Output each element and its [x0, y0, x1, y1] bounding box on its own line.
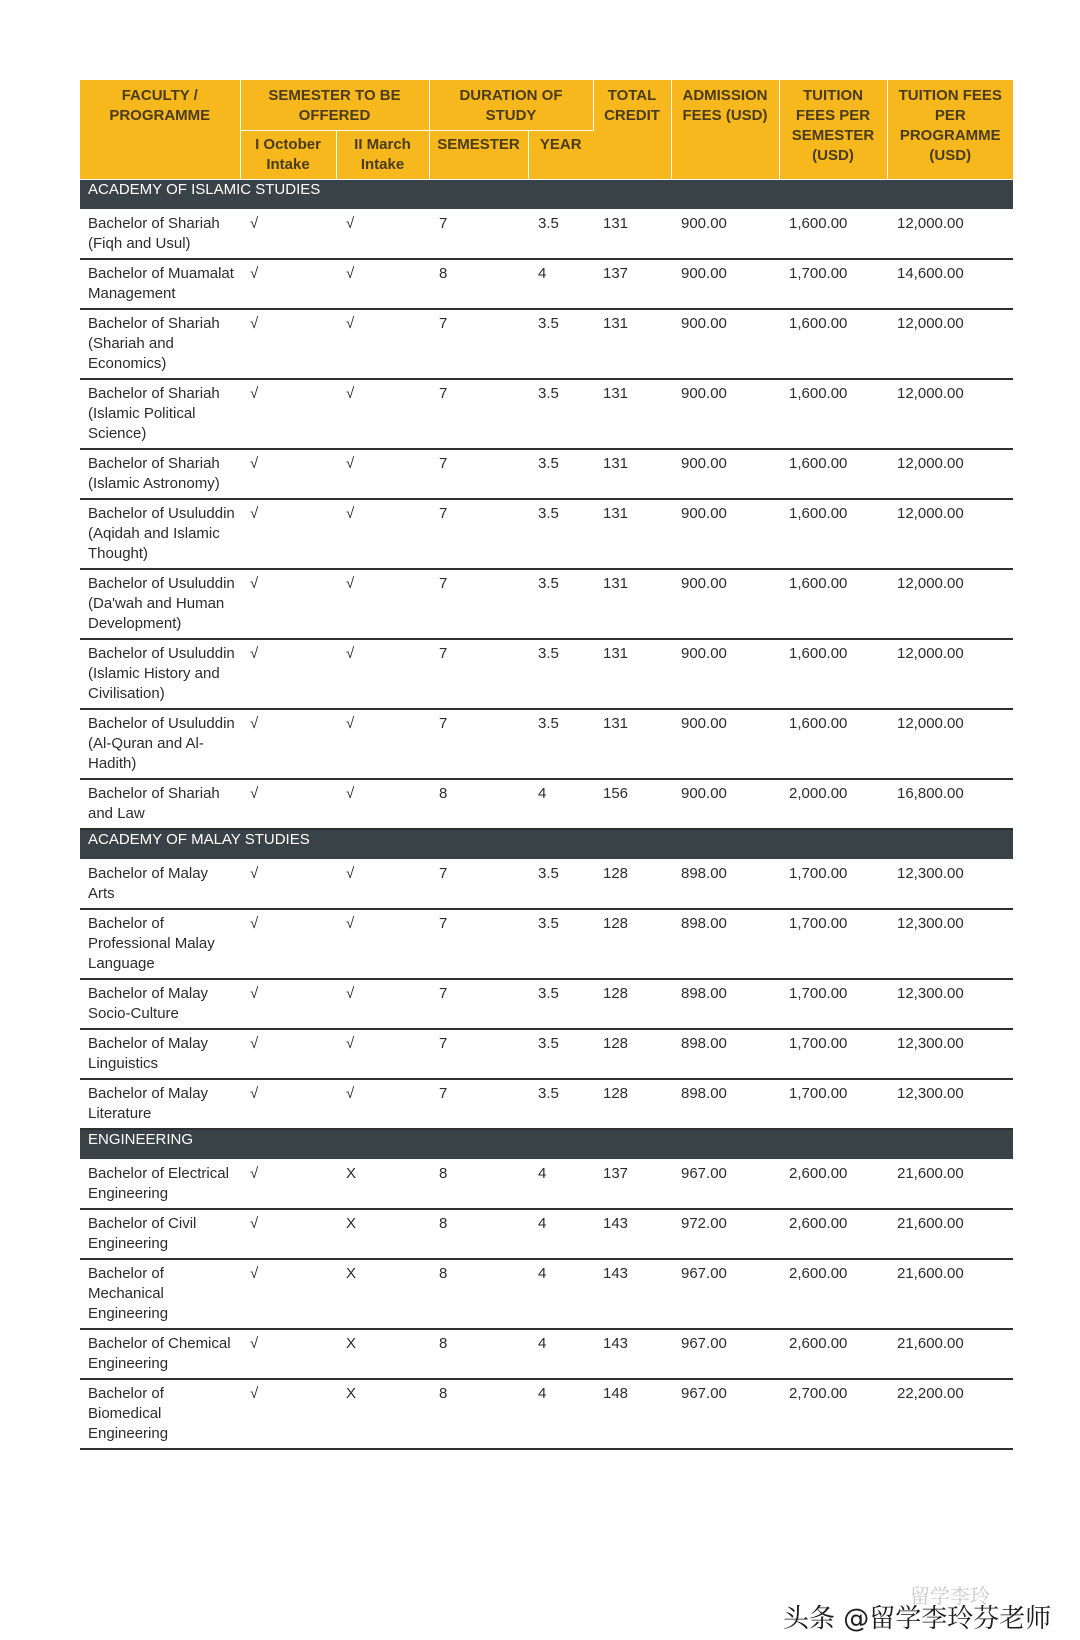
credit-cell: 128: [593, 909, 671, 979]
semester-cell: 7: [429, 639, 528, 709]
october-intake-cell: √: [240, 569, 336, 639]
admission-fee-cell: 898.00: [671, 860, 779, 910]
admission-fee-cell: 900.00: [671, 259, 779, 309]
programme-cell: Bachelor of Usuluddin (Islamic History and Civilisation): [80, 639, 240, 709]
credit-cell: 143: [593, 1209, 671, 1259]
credit-cell: 128: [593, 1029, 671, 1079]
october-intake-cell: √: [240, 979, 336, 1029]
table-row: [80, 449, 1013, 499]
table-row: [80, 1029, 1013, 1079]
tuition-per-semester-cell: 1,600.00: [779, 210, 887, 260]
october-intake-cell: √: [240, 210, 336, 260]
header-total-credit: TOTAL CREDIT: [593, 80, 671, 180]
semester-cell: 7: [429, 210, 528, 260]
tuition-per-semester-cell: 1,700.00: [779, 860, 887, 910]
admission-fee-cell: 900.00: [671, 709, 779, 779]
admission-fee-cell: 900.00: [671, 379, 779, 449]
tuition-per-programme-cell: 14,600.00: [887, 259, 1013, 309]
section-title: ENGINEERING: [80, 1129, 1013, 1160]
table-row: [80, 709, 1013, 779]
semester-cell: 7: [429, 379, 528, 449]
march-intake-cell: X: [336, 1379, 429, 1449]
credit-cell: 131: [593, 309, 671, 379]
tuition-per-programme-cell: 21,600.00: [887, 1160, 1013, 1210]
tuition-per-programme-cell: 22,200.00: [887, 1379, 1013, 1449]
tuition-per-programme-cell: 12,300.00: [887, 1079, 1013, 1129]
table-header: [80, 80, 1013, 180]
table-row: [80, 909, 1013, 979]
tuition-per-programme-cell: 21,600.00: [887, 1209, 1013, 1259]
header-october-intake: I October Intake: [240, 131, 336, 180]
march-intake-cell: √: [336, 569, 429, 639]
credit-cell: 131: [593, 709, 671, 779]
credit-cell: 143: [593, 1329, 671, 1379]
october-intake-cell: √: [240, 1259, 336, 1329]
table-row: [80, 309, 1013, 379]
programme-cell: Bachelor of Usuluddin (Al-Quran and Al-Hadith): [80, 709, 240, 779]
table-row: [80, 210, 1013, 260]
tuition-per-semester-cell: 2,600.00: [779, 1329, 887, 1379]
header-admission-fees: ADMISSION FEES (USD): [671, 80, 779, 180]
october-intake-cell: √: [240, 709, 336, 779]
semester-cell: 7: [429, 979, 528, 1029]
semester-cell: 8: [429, 1160, 528, 1210]
programme-cell: Bachelor of Shariah (Islamic Astronomy): [80, 449, 240, 499]
tuition-per-semester-cell: 1,700.00: [779, 259, 887, 309]
programme-fees-table: [80, 80, 1013, 1450]
programme-cell: Bachelor of Shariah (Islamic Political Science): [80, 379, 240, 449]
credit-cell: 137: [593, 1160, 671, 1210]
programme-cell: Bachelor of Usuluddin (Da'wah and Human Development): [80, 569, 240, 639]
table-row: [80, 1379, 1013, 1449]
tuition-per-semester-cell: 2,600.00: [779, 1259, 887, 1329]
march-intake-cell: √: [336, 449, 429, 499]
credit-cell: 128: [593, 1079, 671, 1129]
admission-fee-cell: 900.00: [671, 309, 779, 379]
year-cell: 4: [528, 779, 593, 829]
semester-cell: 7: [429, 309, 528, 379]
semester-cell: 8: [429, 259, 528, 309]
tuition-per-semester-cell: 2,000.00: [779, 779, 887, 829]
tuition-per-semester-cell: 1,600.00: [779, 499, 887, 569]
tuition-per-semester-cell: 1,700.00: [779, 1029, 887, 1079]
admission-fee-cell: 900.00: [671, 639, 779, 709]
header-semester-offered: SEMESTER TO BE OFFERED: [240, 80, 429, 131]
admission-fee-cell: 967.00: [671, 1259, 779, 1329]
semester-cell: 8: [429, 1209, 528, 1259]
table-row: [80, 860, 1013, 910]
table-body: [80, 180, 1013, 1450]
table-row: [80, 499, 1013, 569]
programme-cell: Bachelor of Civil Engineering: [80, 1209, 240, 1259]
tuition-per-programme-cell: 12,000.00: [887, 379, 1013, 449]
table-row: [80, 259, 1013, 309]
tuition-per-programme-cell: 21,600.00: [887, 1329, 1013, 1379]
year-cell: 4: [528, 1259, 593, 1329]
october-intake-cell: √: [240, 860, 336, 910]
admission-fee-cell: 898.00: [671, 1029, 779, 1079]
october-intake-cell: √: [240, 639, 336, 709]
tuition-per-semester-cell: 2,700.00: [779, 1379, 887, 1449]
year-cell: 3.5: [528, 1029, 593, 1079]
table-row: [80, 1209, 1013, 1259]
october-intake-cell: √: [240, 1209, 336, 1259]
credit-cell: 143: [593, 1259, 671, 1329]
programme-cell: Bachelor of Malay Linguistics: [80, 1029, 240, 1079]
october-intake-cell: √: [240, 779, 336, 829]
october-intake-cell: √: [240, 1329, 336, 1379]
admission-fee-cell: 898.00: [671, 1079, 779, 1129]
year-cell: 3.5: [528, 1079, 593, 1129]
watermark-faint: 留学李玲: [910, 1584, 990, 1608]
header-year: YEAR: [528, 131, 593, 180]
tuition-per-programme-cell: 12,000.00: [887, 449, 1013, 499]
year-cell: 3.5: [528, 639, 593, 709]
admission-fee-cell: 900.00: [671, 569, 779, 639]
section-header-row: [80, 1129, 1013, 1160]
tuition-per-programme-cell: 12,300.00: [887, 979, 1013, 1029]
october-intake-cell: √: [240, 909, 336, 979]
header-tuition-per-programme: TUITION FEES PER PROGRAMME (USD): [887, 80, 1013, 180]
programme-cell: Bachelor of Professional Malay Language: [80, 909, 240, 979]
semester-cell: 8: [429, 779, 528, 829]
year-cell: 3.5: [528, 860, 593, 910]
march-intake-cell: √: [336, 379, 429, 449]
tuition-per-semester-cell: 1,600.00: [779, 569, 887, 639]
admission-fee-cell: 900.00: [671, 499, 779, 569]
tuition-per-semester-cell: 1,600.00: [779, 639, 887, 709]
tuition-per-semester-cell: 1,700.00: [779, 979, 887, 1029]
october-intake-cell: √: [240, 259, 336, 309]
semester-cell: 8: [429, 1379, 528, 1449]
programme-cell: Bachelor of Usuluddin (Aqidah and Islamic Thought): [80, 499, 240, 569]
march-intake-cell: √: [336, 979, 429, 1029]
section-header-row: [80, 829, 1013, 860]
credit-cell: 156: [593, 779, 671, 829]
tuition-per-programme-cell: 12,000.00: [887, 499, 1013, 569]
programme-cell: Bachelor of Shariah (Fiqh and Usul): [80, 210, 240, 260]
programme-cell: Bachelor of Biomedical Engineering: [80, 1379, 240, 1449]
march-intake-cell: X: [336, 1329, 429, 1379]
admission-fee-cell: 900.00: [671, 210, 779, 260]
semester-cell: 7: [429, 1079, 528, 1129]
october-intake-cell: √: [240, 1379, 336, 1449]
semester-cell: 7: [429, 569, 528, 639]
programme-cell: Bachelor of Mechanical Engineering: [80, 1259, 240, 1329]
admission-fee-cell: 967.00: [671, 1329, 779, 1379]
credit-cell: 131: [593, 499, 671, 569]
header-faculty-programme: FACULTY / PROGRAMME: [80, 80, 240, 180]
semester-cell: 8: [429, 1259, 528, 1329]
october-intake-cell: √: [240, 449, 336, 499]
march-intake-cell: √: [336, 909, 429, 979]
tuition-per-programme-cell: 12,300.00: [887, 860, 1013, 910]
march-intake-cell: √: [336, 210, 429, 260]
tuition-per-programme-cell: 12,000.00: [887, 569, 1013, 639]
year-cell: 3.5: [528, 379, 593, 449]
semester-cell: 8: [429, 1329, 528, 1379]
march-intake-cell: X: [336, 1259, 429, 1329]
year-cell: 3.5: [528, 449, 593, 499]
october-intake-cell: √: [240, 1079, 336, 1129]
march-intake-cell: √: [336, 499, 429, 569]
programme-cell: Bachelor of Shariah (Shariah and Economics): [80, 309, 240, 379]
credit-cell: 148: [593, 1379, 671, 1449]
october-intake-cell: √: [240, 379, 336, 449]
march-intake-cell: X: [336, 1160, 429, 1210]
year-cell: 4: [528, 1160, 593, 1210]
header-duration: DURATION OF STUDY: [429, 80, 593, 131]
header-tuition-per-semester: TUITION FEES PER SEMESTER (USD): [779, 80, 887, 180]
march-intake-cell: X: [336, 1209, 429, 1259]
programme-cell: Bachelor of Chemical Engineering: [80, 1329, 240, 1379]
tuition-per-programme-cell: 16,800.00: [887, 779, 1013, 829]
section-header-row: [80, 180, 1013, 210]
march-intake-cell: √: [336, 1079, 429, 1129]
section-title: ACADEMY OF MALAY STUDIES: [80, 829, 1013, 860]
semester-cell: 7: [429, 860, 528, 910]
tuition-per-programme-cell: 12,000.00: [887, 309, 1013, 379]
tuition-per-programme-cell: 12,000.00: [887, 709, 1013, 779]
tuition-per-semester-cell: 1,700.00: [779, 909, 887, 979]
year-cell: 4: [528, 1379, 593, 1449]
credit-cell: 137: [593, 259, 671, 309]
header-semester: SEMESTER: [429, 131, 528, 180]
programme-cell: Bachelor of Electrical Engineering: [80, 1160, 240, 1210]
year-cell: 3.5: [528, 210, 593, 260]
year-cell: 3.5: [528, 499, 593, 569]
table-row: [80, 569, 1013, 639]
admission-fee-cell: 898.00: [671, 979, 779, 1029]
october-intake-cell: √: [240, 309, 336, 379]
tuition-per-programme-cell: 12,300.00: [887, 909, 1013, 979]
march-intake-cell: √: [336, 639, 429, 709]
credit-cell: 128: [593, 979, 671, 1029]
year-cell: 4: [528, 1329, 593, 1379]
year-cell: 3.5: [528, 709, 593, 779]
credit-cell: 131: [593, 569, 671, 639]
watermark: 头条 @留学李玲芬老师: [783, 1604, 1052, 1634]
semester-cell: 7: [429, 1029, 528, 1079]
year-cell: 3.5: [528, 309, 593, 379]
march-intake-cell: √: [336, 779, 429, 829]
tuition-per-semester-cell: 1,600.00: [779, 309, 887, 379]
tuition-per-semester-cell: 2,600.00: [779, 1160, 887, 1210]
march-intake-cell: √: [336, 1029, 429, 1079]
year-cell: 3.5: [528, 979, 593, 1029]
year-cell: 4: [528, 259, 593, 309]
march-intake-cell: √: [336, 259, 429, 309]
table-row: [80, 1079, 1013, 1129]
year-cell: 4: [528, 1209, 593, 1259]
october-intake-cell: √: [240, 1160, 336, 1210]
admission-fee-cell: 898.00: [671, 909, 779, 979]
march-intake-cell: √: [336, 709, 429, 779]
credit-cell: 131: [593, 210, 671, 260]
programme-cell: Bachelor of Malay Arts: [80, 860, 240, 910]
march-intake-cell: √: [336, 309, 429, 379]
tuition-per-semester-cell: 1,700.00: [779, 1079, 887, 1129]
admission-fee-cell: 967.00: [671, 1160, 779, 1210]
table-row: [80, 1259, 1013, 1329]
tuition-per-programme-cell: 12,000.00: [887, 210, 1013, 260]
admission-fee-cell: 972.00: [671, 1209, 779, 1259]
tuition-per-semester-cell: 2,600.00: [779, 1209, 887, 1259]
admission-fee-cell: 900.00: [671, 779, 779, 829]
table-row: [80, 379, 1013, 449]
programme-cell: Bachelor of Malay Literature: [80, 1079, 240, 1129]
table-row: [80, 979, 1013, 1029]
fees-table-container: [80, 80, 1013, 1450]
programme-cell: Bachelor of Malay Socio-Culture: [80, 979, 240, 1029]
semester-cell: 7: [429, 499, 528, 569]
semester-cell: 7: [429, 909, 528, 979]
tuition-per-semester-cell: 1,600.00: [779, 449, 887, 499]
table-row: [80, 1160, 1013, 1210]
tuition-per-programme-cell: 12,300.00: [887, 1029, 1013, 1079]
tuition-per-programme-cell: 21,600.00: [887, 1259, 1013, 1329]
year-cell: 3.5: [528, 569, 593, 639]
admission-fee-cell: 900.00: [671, 449, 779, 499]
october-intake-cell: √: [240, 1029, 336, 1079]
admission-fee-cell: 967.00: [671, 1379, 779, 1449]
credit-cell: 131: [593, 379, 671, 449]
semester-cell: 7: [429, 709, 528, 779]
tuition-per-programme-cell: 12,000.00: [887, 639, 1013, 709]
table-row: [80, 639, 1013, 709]
header-march-intake: II March Intake: [336, 131, 429, 180]
programme-cell: Bachelor of Shariah and Law: [80, 779, 240, 829]
semester-cell: 7: [429, 449, 528, 499]
programme-cell: Bachelor of Muamalat Management: [80, 259, 240, 309]
year-cell: 3.5: [528, 909, 593, 979]
tuition-per-semester-cell: 1,600.00: [779, 709, 887, 779]
table-row: [80, 779, 1013, 829]
section-title: ACADEMY OF ISLAMIC STUDIES: [80, 180, 1013, 210]
credit-cell: 131: [593, 449, 671, 499]
table-row: [80, 1329, 1013, 1379]
credit-cell: 128: [593, 860, 671, 910]
tuition-per-semester-cell: 1,600.00: [779, 379, 887, 449]
credit-cell: 131: [593, 639, 671, 709]
october-intake-cell: √: [240, 499, 336, 569]
march-intake-cell: √: [336, 860, 429, 910]
